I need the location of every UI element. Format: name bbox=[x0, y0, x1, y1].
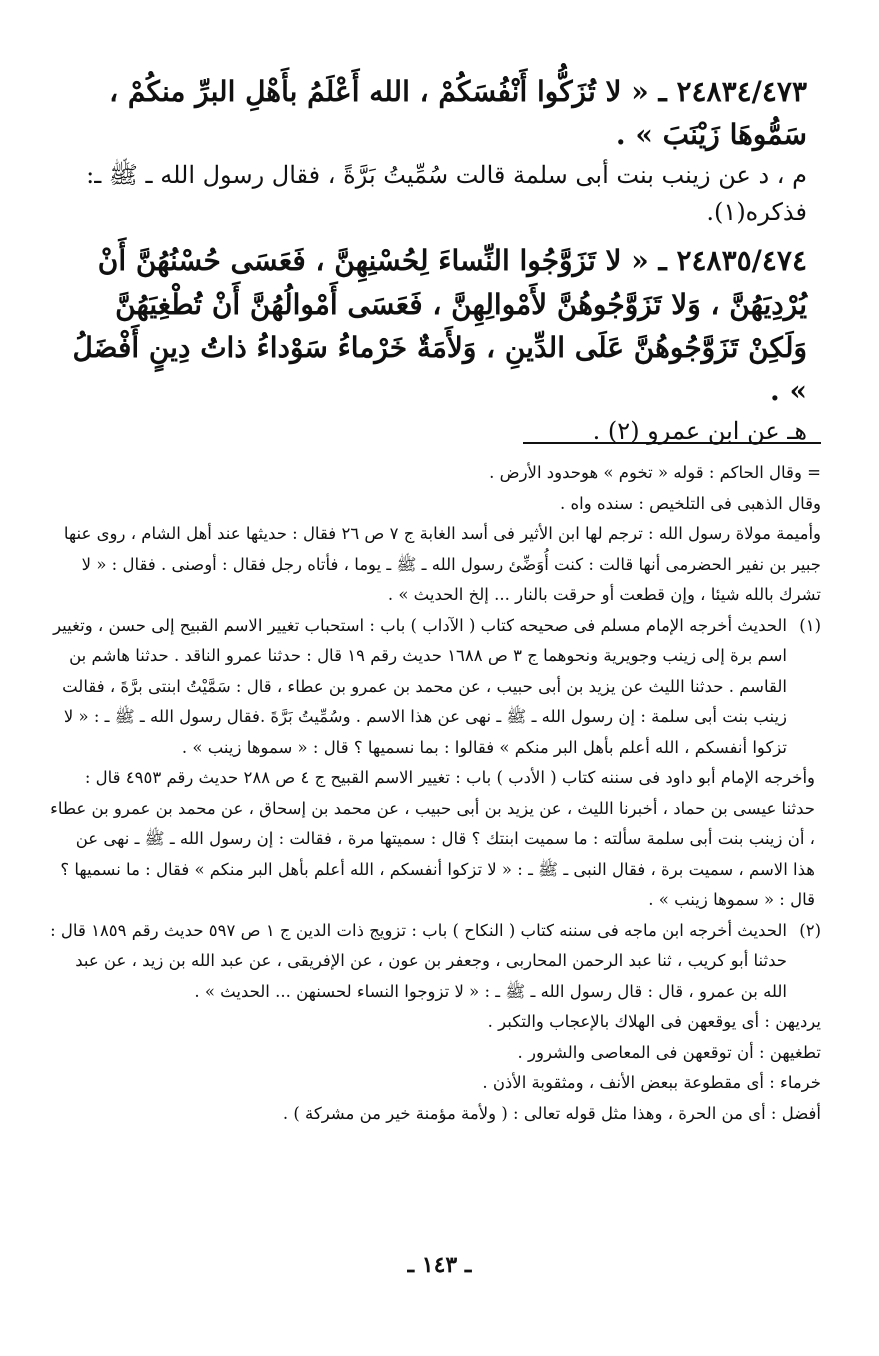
gloss-4: أفضل : أى من الحرة ، وهذا مثل قوله تعالى : ( ولأمة مؤمنة خير من مشركة ) . bbox=[282, 1103, 821, 1123]
footnote-1-text-2: وأخرجه الإمام أبو داود فى سننه كتاب ( الأدب ) باب : تغيير الاسم القبيح ج ٤ ص ٢٨٨ حديث رقم ٤٩٥٣ قال : حدثنا عيسى بن حماد ، أخبرنا الليث ، عن يزيد بن أبى حبيب ، عن محمد بن إسحاق ، عن محمد بن عمرو بن عطاء ، أن زينب بنت أبى سلمة سألته : ما سميت ابنتك ؟ قال : سميتها مرة ، فقالت : إن رسول الله ـ ﷺ ـ نهى عن هذا الاسم ، سميت برة ، فقال النبى ـ ﷺ ـ : « لا تزكوا أنفسكم ، الله أعلم بأهل البر منكم » فقال : ما نسميها ؟ قال : « سموها زينب » . bbox=[50, 768, 815, 909]
footnotes bbox=[50, 458, 821, 1129]
note-continuation-1: = وقال الحاكم : قوله « تخوم » هوحدود الأرض . bbox=[489, 463, 821, 482]
hadith-473-text: ٢٤٨٣٤/٤٧٣ ـ « لا تُزَكُّوا أَنْفُسَكُمْ ، الله أَعْلَمُ بأَهْلِ البرِّ منكُمْ ، سَمُّوهَا زَيْنَبَ » . bbox=[109, 75, 807, 152]
hadith-473-source: م ، د عن زينب بنت أبى سلمة قالت سُمِّيتُ بَرَّةً ، فقال رسول الله ـ ﷺ ـ: فذكره(١). bbox=[86, 160, 807, 226]
footnote-1-text: الحديث أخرجه الإمام مسلم فى صحيحه كتاب ( الآداب ) باب : استحباب تغيير الاسم القبيح إلى حسن ، وتغيير اسم برة إلى زينب وجويرية ونحوهما ج ٣ ص ١٦٨٨ حديث رقم ١٩ قال : حدثنا عمرو الناقد . حدثنا هاشم بن القاسم . حدثنا الليث عن يزيد بن أبى حبيب ، عن محمد بن عمرو بن عطاء ، قال : سَمَّيْتُ ابنتى برَّةَ ، فقالت زينب بنت أبى سلمة : إن رسول الله ـ ﷺ ـ نهى عن هذا الاسم . وسُمِّيتُ بَرَّةَ .فقال رسول الله ـ ﷺ ـ : « لا تزكوا أنفسكم ، الله أعلم بأهل البر منكم » فقالوا : بما نسميها ؟ قال : « سموها زينب » . bbox=[53, 615, 787, 757]
gloss-1: يرديهن : أى يوقعهن فى الهلاك بالإعجاب والتكبر . bbox=[487, 1012, 821, 1031]
hadith-474-source: هـ عن ابن عمرو (٢) . bbox=[592, 416, 807, 445]
hadith-473 bbox=[58, 70, 807, 231]
footnote-2 bbox=[50, 916, 821, 1008]
footnote-1 bbox=[50, 611, 821, 764]
page-number: ـ ١٤٣ ـ bbox=[407, 1252, 472, 1278]
footnote-1-number: (١) bbox=[799, 615, 821, 635]
hadith-474-text: ٢٤٨٣٥/٤٧٤ ـ « لا تَزَوَّجُوا النِّساءَ لِحُسْنِهِنَّ ، فَعَسَى حُسْنُهُنَّ أَنْ يُرْدِيَهُنَّ ، وَلا تَزَوَّجُوهُنَّ لأَمْوالِهِنَّ ، فَعَسَى أَمْوالُهُنَّ أَنْ تُطْغِيَهُنَّ وَلَكِنْ تَزَوَّجُوهُنَّ عَلَى الدِّينِ ، وَلأَمَةٌ خَرْماءُ سَوْداءُ ذاتُ دِينٍ أَفْضَلُ » . bbox=[72, 244, 807, 408]
note-continuation-2: وقال الذهبى فى التلخيص : سنده واه . bbox=[560, 493, 821, 513]
footnote-2-number: (٢) bbox=[799, 920, 821, 940]
gloss-2: تطغيهن : أن توقعهن فى المعاصى والشرور . bbox=[517, 1042, 821, 1062]
note-continuation-3: وأميمة مولاة رسول الله : ترجم لها ابن الأثير فى أسد الغابة ج ٧ ص ٢٦ فقال : حديثها عند أهل الشام ، روى عنها جبير بن نفير الحضرمى أنها قالت : كنت أُوَضِّئ رسول الله ـ ﷺ ـ يوما ، فأتاه رجل فقال : أوصنى . فقال : « لا تشرك بالله شيئا ، وإن قطعت أو حرقت بالنار ... إلخ الحديث » . bbox=[63, 524, 821, 604]
footnote-2-text: الحديث أخرجه ابن ماجه فى سننه كتاب ( النكاح ) باب : تزويج ذات الدين ج ١ ص ٥٩٧ حديث رقم ١٨٥٩ قال : حدثنا أبو كريب ، ثنا عبد الرحمن المحاربى ، وجعفر بن عون ، عن الإفريقى ، عن عبد الله بن زيد ، عن عبد الله بن عمرو ، قال : قال رسول الله ـ ﷺ ـ : « لا تزوجوا النساء لحسنهن ... الحديث » . bbox=[50, 920, 787, 1001]
gloss-3: خرماء : أى مقطوعة ببعض الأنف ، ومثقوبة الأذن . bbox=[482, 1073, 821, 1092]
hadith-474 bbox=[58, 239, 807, 450]
footnote-separator bbox=[0, 442, 879, 444]
